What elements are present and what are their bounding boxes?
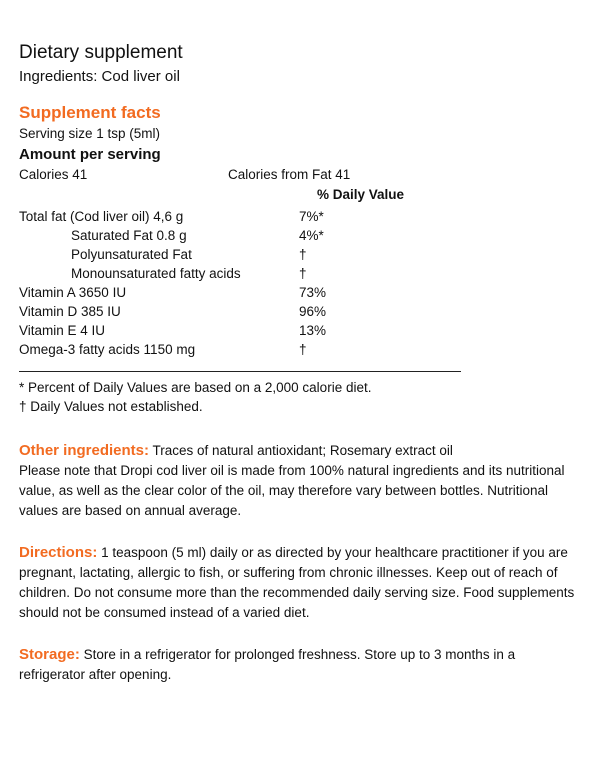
- nutrient-dv: 73%: [299, 284, 327, 300]
- nutrient-dv: †: [299, 341, 307, 357]
- nutrient-dv: 96%: [299, 303, 327, 319]
- storage-section: [19, 645, 584, 685]
- nutrient-dv: †: [299, 246, 307, 262]
- nutrient-name: Vitamin A 3650 IU: [19, 284, 127, 300]
- calories-value: Calories 41: [19, 166, 88, 182]
- nutrient-dv: †: [299, 265, 307, 281]
- directions-label: Directions:: [19, 543, 98, 561]
- nutrient-row: [19, 340, 584, 359]
- nutrition-note: Please note that Dropi cod liver oil is made from 100% natural ingredients and its nutritional value, as well as the clear color of the oil, may therefore vary between bottles. Nutritional values are based on annual average.: [19, 462, 565, 518]
- nutrient-name: Vitamin E 4 IU: [19, 322, 106, 338]
- nutrient-row: [19, 245, 584, 264]
- storage-text: Store in a refrigerator for prolonged freshness. Store up to 3 months in a refrigerator after opening.: [19, 646, 516, 682]
- divider: [19, 371, 461, 372]
- supplement-facts-heading: Supplement facts: [19, 103, 161, 122]
- nutrient-dv: 4%*: [299, 227, 324, 243]
- directions-section: [19, 543, 584, 623]
- nutrient-dv: 7%*: [299, 208, 324, 224]
- nutrient-dv: 13%: [299, 322, 327, 338]
- calories-row: [19, 165, 584, 185]
- nutrient-name: Vitamin D 385 IU: [19, 303, 121, 319]
- nutrient-row: [19, 321, 584, 340]
- nutrient-row: [19, 264, 584, 283]
- nutrient-table: [19, 207, 584, 359]
- amount-per-serving-heading: Amount per serving: [19, 145, 161, 163]
- nutrient-row: [19, 207, 584, 226]
- directions-text: 1 teaspoon (5 ml) daily or as directed by your healthcare practitioner if you are pregnant, lactating, allergic to fish, or suffering from chronic illnesses. Keep out of reach of children. Do not consume more than the recommended daily serving size. Food supplements should not be consumed instead of a varied diet.: [19, 544, 575, 620]
- nutrient-name: Monounsaturated fatty acids: [71, 265, 241, 281]
- supplement-label: [19, 40, 584, 685]
- serving-size: Serving size 1 tsp (5ml): [19, 126, 161, 141]
- other-ingredients-section: [19, 441, 584, 461]
- ingredients-line: Ingredients: Cod liver oil: [19, 68, 180, 85]
- page-title: Dietary supplement: [19, 42, 183, 63]
- footnote-percent: * Percent of Daily Values are based on a 2,000 calorie diet.: [19, 379, 372, 395]
- nutrient-name: Omega-3 fatty acids 1150 mg: [19, 341, 196, 357]
- footnote-dagger: † Daily Values not established.: [19, 399, 203, 414]
- nutrient-name: Total fat (Cod liver oil) 4,6 g: [19, 208, 184, 224]
- nutrient-row: [19, 302, 584, 321]
- other-ingredients-text: Traces of natural antioxidant; Rosemary extract oil: [149, 442, 453, 458]
- nutrient-name: Saturated Fat 0.8 g: [71, 227, 187, 243]
- nutrient-name: Polyunsaturated Fat: [71, 246, 192, 262]
- calories-from-fat: Calories from Fat 41: [228, 166, 351, 182]
- storage-label: Storage:: [19, 645, 80, 663]
- nutrient-row: [19, 283, 584, 302]
- daily-value-heading: % Daily Value: [317, 186, 405, 202]
- other-ingredients-label: Other ingredients:: [19, 441, 150, 459]
- nutrient-row: [19, 226, 584, 245]
